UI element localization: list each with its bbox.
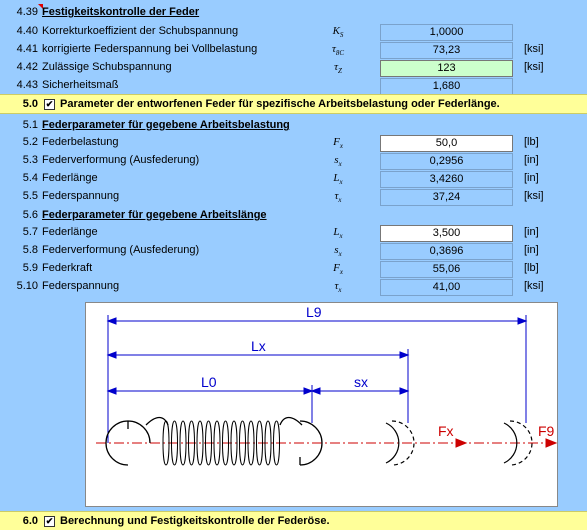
section-6-0 xyxy=(0,511,587,530)
row-label: Federlänge xyxy=(42,226,98,238)
spring-diagram xyxy=(85,302,558,507)
row-4-40 xyxy=(0,23,587,41)
dim-sx-label: sx xyxy=(354,374,368,390)
row-number: 4.39 xyxy=(16,6,38,18)
unit: [lb] xyxy=(524,262,539,274)
row-5-1 xyxy=(0,117,587,135)
row-5-3 xyxy=(0,152,587,170)
row-5-2 xyxy=(0,134,587,152)
row-number: 5.8 xyxy=(22,244,38,256)
row-number: 4.43 xyxy=(16,79,38,91)
spring-length-input[interactable]: 3,500 xyxy=(380,225,513,242)
value-cell: 3,4260 xyxy=(380,171,513,188)
row-label: Federkraft xyxy=(42,262,93,274)
subsection-title: Federparameter für gegebene Arbeitsbelastung xyxy=(42,119,290,131)
row-label: Federverformung (Ausfederung) xyxy=(42,154,200,166)
row-4-41 xyxy=(0,41,587,59)
section-title: Festigkeitskontrolle der Feder xyxy=(42,6,200,18)
row-number: 5.4 xyxy=(22,172,38,184)
row-number: 5.9 xyxy=(22,262,38,274)
row-label: Zulässige Schubspannung xyxy=(42,61,172,73)
row-4-42 xyxy=(0,59,587,77)
unit: [in] xyxy=(524,226,539,238)
row-5-5 xyxy=(0,188,587,206)
row-number: 5.2 xyxy=(22,136,38,148)
row-5-9 xyxy=(0,260,587,278)
symbol: $L_x$ xyxy=(333,226,343,241)
value-cell: 41,00 xyxy=(380,279,513,296)
symbol: $s_x$ xyxy=(334,154,342,169)
row-label: Federverformung (Ausfederung) xyxy=(42,244,200,256)
section-5-0 xyxy=(0,94,587,114)
symbol: $\tau_Z$ xyxy=(334,61,342,76)
row-number: 5.6 xyxy=(22,209,38,221)
section-4-39 xyxy=(0,4,587,22)
unit: [in] xyxy=(524,244,539,256)
unit: [in] xyxy=(524,154,539,166)
symbol: $\tau_x$ xyxy=(334,190,342,205)
symbol: $F_x$ xyxy=(333,136,343,151)
symbol: $s_x$ xyxy=(334,244,342,259)
row-label: Sicherheitsmaß xyxy=(42,79,119,91)
section-title: Berechnung und Festigkeitskontrolle der Federöse. xyxy=(60,515,330,527)
allowable-stress-input[interactable]: 123 xyxy=(380,60,513,77)
unit: [ksi] xyxy=(524,190,544,202)
row-5-10 xyxy=(0,278,587,296)
section-number: 6.0 xyxy=(22,515,38,527)
spring-load-input[interactable]: 50,0 xyxy=(380,135,513,152)
unit: [ksi] xyxy=(524,280,544,292)
subsection-title: Federparameter für gegebene Arbeitslänge xyxy=(42,209,267,221)
value-cell: 37,24 xyxy=(380,189,513,206)
value-cell: 0,2956 xyxy=(380,153,513,170)
symbol: $\tau_{8C}$ xyxy=(331,43,345,58)
row-label: Federspannung xyxy=(42,190,120,202)
row-5-4 xyxy=(0,170,587,188)
row-label: korrigierte Federspannung bei Vollbelastung xyxy=(42,43,258,55)
section-title: Parameter der entworfenen Feder für spezifische Arbeitsbelastung oder Federlänge. xyxy=(60,98,500,110)
symbol: $F_x$ xyxy=(333,262,343,277)
force-f9-label: F9 xyxy=(538,423,555,439)
row-5-6 xyxy=(0,207,587,225)
row-number: 4.40 xyxy=(16,25,38,37)
dim-lx-label: Lx xyxy=(251,338,266,354)
row-number: 4.42 xyxy=(16,61,38,73)
row-number: 5.10 xyxy=(16,280,38,292)
unit: [ksi] xyxy=(524,61,544,73)
section-checkbox[interactable]: ✔ xyxy=(45,516,54,526)
value-cell: 1,680 xyxy=(380,78,513,95)
unit: [ksi] xyxy=(524,43,544,55)
row-label: Federbelastung xyxy=(42,136,119,148)
value-cell: 1,0000 xyxy=(380,24,513,41)
row-number: 5.5 xyxy=(22,190,38,202)
row-5-8 xyxy=(0,242,587,260)
section-number: 5.0 xyxy=(22,98,38,110)
row-4-43 xyxy=(0,77,587,95)
unit: [lb] xyxy=(524,136,539,148)
unit: [in] xyxy=(524,172,539,184)
value-cell: 73,23 xyxy=(380,42,513,59)
row-number: 4.41 xyxy=(16,43,38,55)
row-number: 5.7 xyxy=(22,226,38,238)
row-number: 5.1 xyxy=(22,119,38,131)
dim-l9-label: L9 xyxy=(306,304,322,320)
row-label: Federlänge xyxy=(42,172,98,184)
row-label: Korrekturkoeffizient der Schubspannung xyxy=(42,25,239,37)
force-fx-label: Fx xyxy=(438,423,454,439)
section-checkbox[interactable]: ✔ xyxy=(45,99,54,109)
dim-l0-label: L0 xyxy=(201,374,217,390)
row-label: Federspannung xyxy=(42,280,120,292)
value-cell: 55,06 xyxy=(380,261,513,278)
row-5-7 xyxy=(0,224,587,242)
value-cell: 0,3696 xyxy=(380,243,513,260)
symbol: $K_S$ xyxy=(332,25,344,40)
symbol: $L_x$ xyxy=(333,172,343,187)
row-number: 5.3 xyxy=(22,154,38,166)
symbol: $\tau_x$ xyxy=(334,280,342,295)
